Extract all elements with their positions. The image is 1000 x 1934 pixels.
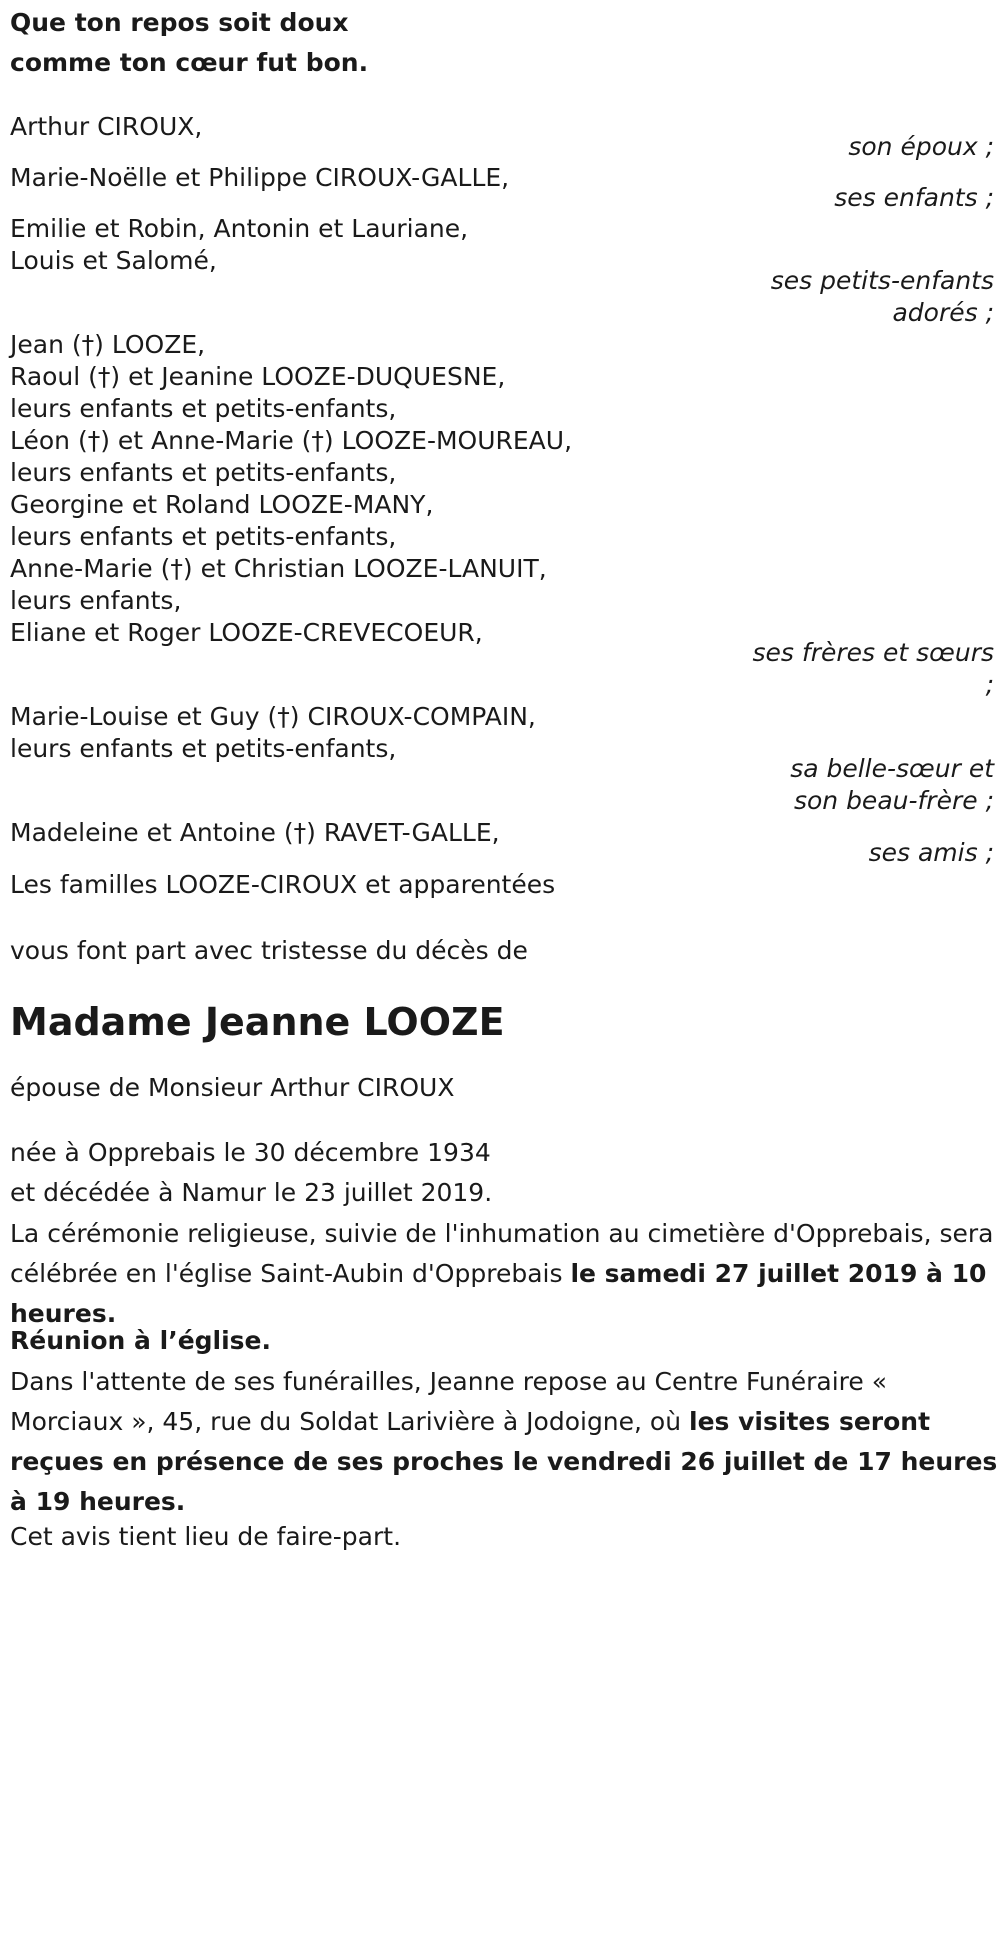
death-line: et décédée à Namur le 23 juillet 2019. [10,1178,493,1207]
sibling-line: leurs enfants et petits-enfants, [10,522,397,551]
siblings-role-1: ses frères et sœurs [752,638,994,667]
friends-role: ses amis ; [868,838,994,867]
inlaws-line-1: Marie-Louise et Guy (†) CIROUX-COMPAIN, [10,702,536,731]
families-line: Les familles LOOZE-CIROUX et apparentées [10,870,556,899]
sibling-line: Anne-Marie (†) et Christian LOOZE-LANUIT, [10,554,547,583]
grandchildren-role-1: ses petits-enfants [770,266,994,295]
sibling-line: Eliane et Roger LOOZE-CREVECOEUR, [10,618,483,647]
inlaws-role-2: son beau-frère ; [793,786,994,815]
sibling-line: leurs enfants et petits-enfants, [10,458,397,487]
footer-note: Cet avis tient lieu de faire-part. [10,1522,402,1551]
sibling-line: leurs enfants, [10,586,182,615]
sibling-line: Jean (†) LOOZE, [10,330,206,359]
inlaws-line-2: leurs enfants et petits-enfants, [10,734,397,763]
ceremony-paragraph [10,1214,1000,1334]
visit-text: Dans l'attente de ses funérailles, Jeanne repose au Centre Funéraire « Morciaux », 45, rue du Soldat Larivière à Jodoigne, où [10,1367,888,1436]
sibling-line: leurs enfants et petits-enfants, [10,394,397,423]
visit-paragraph [10,1362,1000,1522]
friends-names: Madeleine et Antoine (†) RAVET-GALLE, [10,818,500,847]
announcement: vous font part avec tristesse du décès de [10,936,528,965]
visit-details: les visites seront reçues en présence de ses proches le vendredi 26 juillet de 17 heures à 19 heures. [10,1407,998,1516]
children-role: ses enfants ; [834,183,994,212]
spouse-name: Arthur CIROUX, [10,112,203,141]
sibling-line: Léon (†) et Anne-Marie (†) LOOZE-MOUREAU, [10,426,573,455]
sibling-line: Raoul (†) et Jeanine LOOZE-DUQUESNE, [10,362,506,391]
spouse-role: son époux ; [848,132,994,161]
children-names: Marie-Noëlle et Philippe CIROUX-GALLE, [10,163,510,192]
epigraph-line-1: Que ton repos soit doux [10,8,349,37]
sibling-line: Georgine et Roland LOOZE-MANY, [10,490,434,519]
grandchildren-role-2: adorés ; [892,298,994,327]
deceased-name: Madame Jeanne LOOZE [10,1000,505,1044]
siblings-role-2: ; [985,670,994,699]
meeting-line: Réunion à l’église. [10,1326,272,1355]
grandchildren-line-1: Emilie et Robin, Antonin et Lauriane, [10,214,469,243]
epigraph-line-2: comme ton cœur fut bon. [10,48,369,77]
birth-line: née à Opprebais le 30 décembre 1934 [10,1138,491,1167]
inlaws-role-1: sa belle-sœur et [790,754,994,783]
grandchildren-line-2: Louis et Salomé, [10,246,217,275]
ceremony-text: La cérémonie religieuse, suivie de l'inhumation au cimetière d'Opprebais, sera célébrée en l'église Saint-Aubin d'Opprebais [10,1219,994,1288]
spouse-line: épouse de Monsieur Arthur CIROUX [10,1073,455,1102]
ceremony-date: le samedi 27 juillet 2019 à 10 heures. [10,1259,987,1328]
